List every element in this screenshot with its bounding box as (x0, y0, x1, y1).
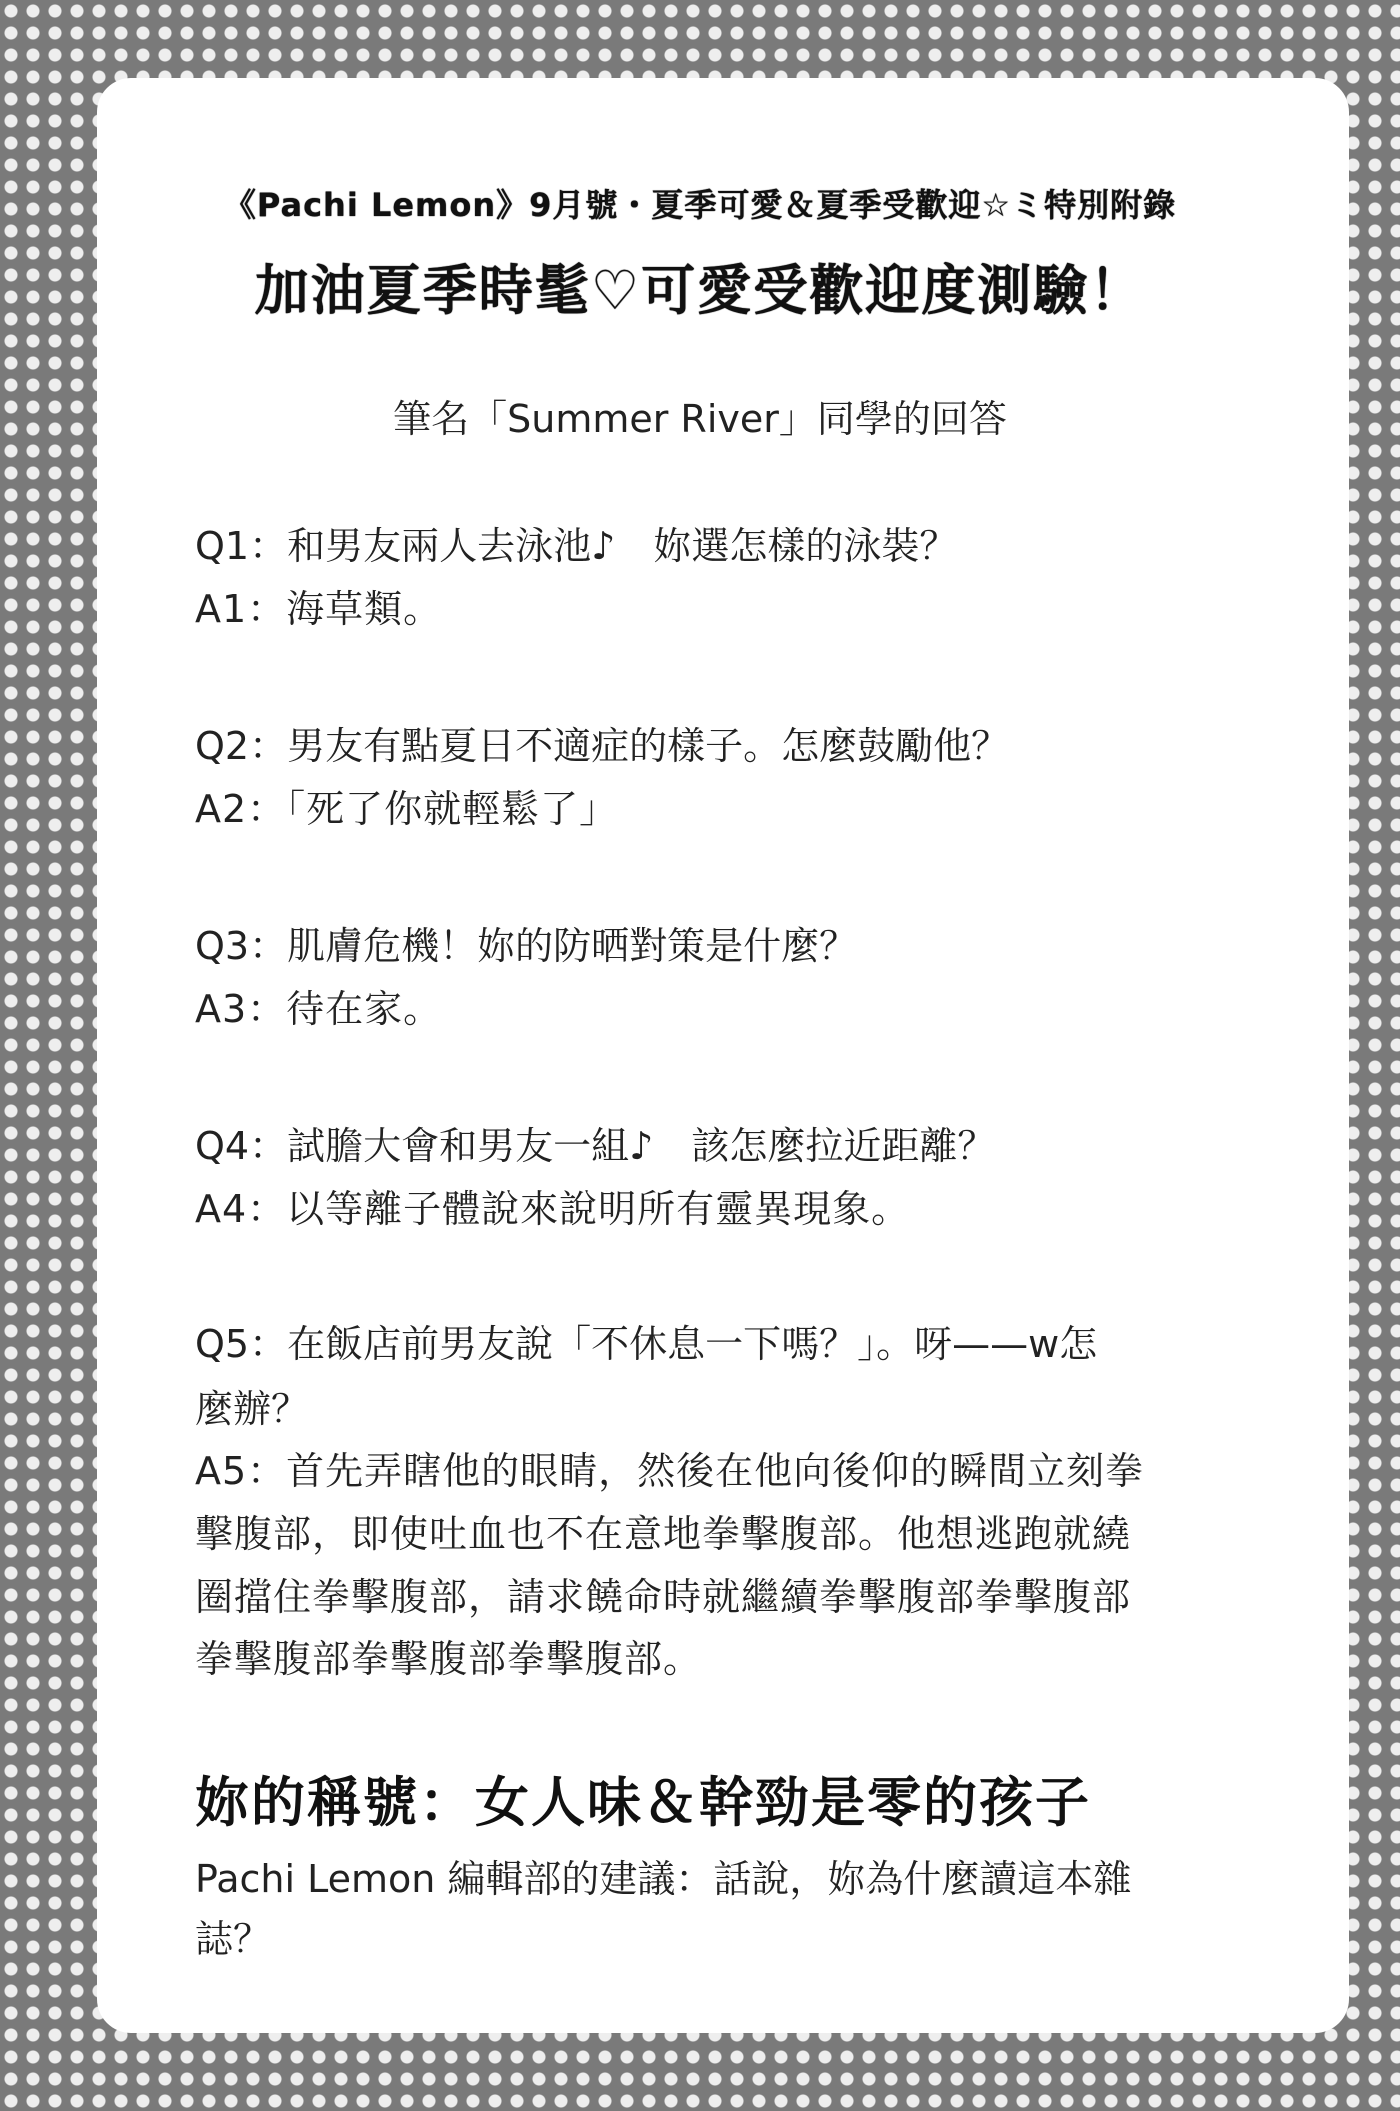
question-1: Q1：和男友兩人去泳池♪ 妳選怎樣的泳裝？ (195, 524, 958, 568)
answer-3: A3：待在家。 (195, 987, 443, 1031)
answer-5-line-2: 擊腹部，即使吐血也不在意地拳擊腹部。他想逃跑就繞 (195, 1512, 1132, 1556)
answer-1: A1：海草類。 (195, 587, 443, 631)
result-title: 妳的稱號：女人味＆幹勁是零的孩子 (195, 1771, 1091, 1834)
quiz-title: 加油夏季時髦♡可愛受歡迎度測驗！ (254, 259, 1146, 322)
answer-2: A2：「死了你就輕鬆了」 (195, 787, 619, 831)
advice-line-1: Pachi Lemon 編輯部的建議：話說，妳為什麼讀這本雜 (195, 1857, 1132, 1901)
advice-line-2: 誌？ (195, 1917, 272, 1961)
answer-4: A4：以等離子體說來說明所有靈異現象。 (195, 1187, 911, 1231)
answer-5-line-3: 圈擋住拳擊腹部，請求饒命時就繼續拳擊腹部拳擊腹部 (195, 1575, 1132, 1619)
question-5-line-2: 麼辦？ (195, 1387, 310, 1431)
page-card (97, 78, 1349, 2033)
question-2: Q2：男友有點夏日不適症的樣子。怎麼鼓勵他？ (195, 724, 1010, 768)
question-5-line-1: Q5：在飯店前男友說「不休息一下嗎？」。呀——w怎 (195, 1322, 1098, 1366)
magazine-header: 《Pachi Lemon》9月號・夏季可愛＆夏季受歡迎☆ミ特別附錄 (223, 186, 1177, 224)
answer-5-line-4: 拳擊腹部拳擊腹部拳擊腹部。 (195, 1637, 703, 1681)
respondent-subtitle: 筆名「Summer River」同學的回答 (393, 397, 1007, 441)
question-3: Q3：肌膚危機！妳的防晒對策是什麼？ (195, 924, 858, 968)
question-4: Q4：試膽大會和男友一組♪ 該怎麼拉近距離？ (195, 1124, 996, 1168)
answer-5-line-1: A5：首先弄瞎他的眼睛，然後在他向後仰的瞬間立刻拳 (195, 1449, 1145, 1493)
